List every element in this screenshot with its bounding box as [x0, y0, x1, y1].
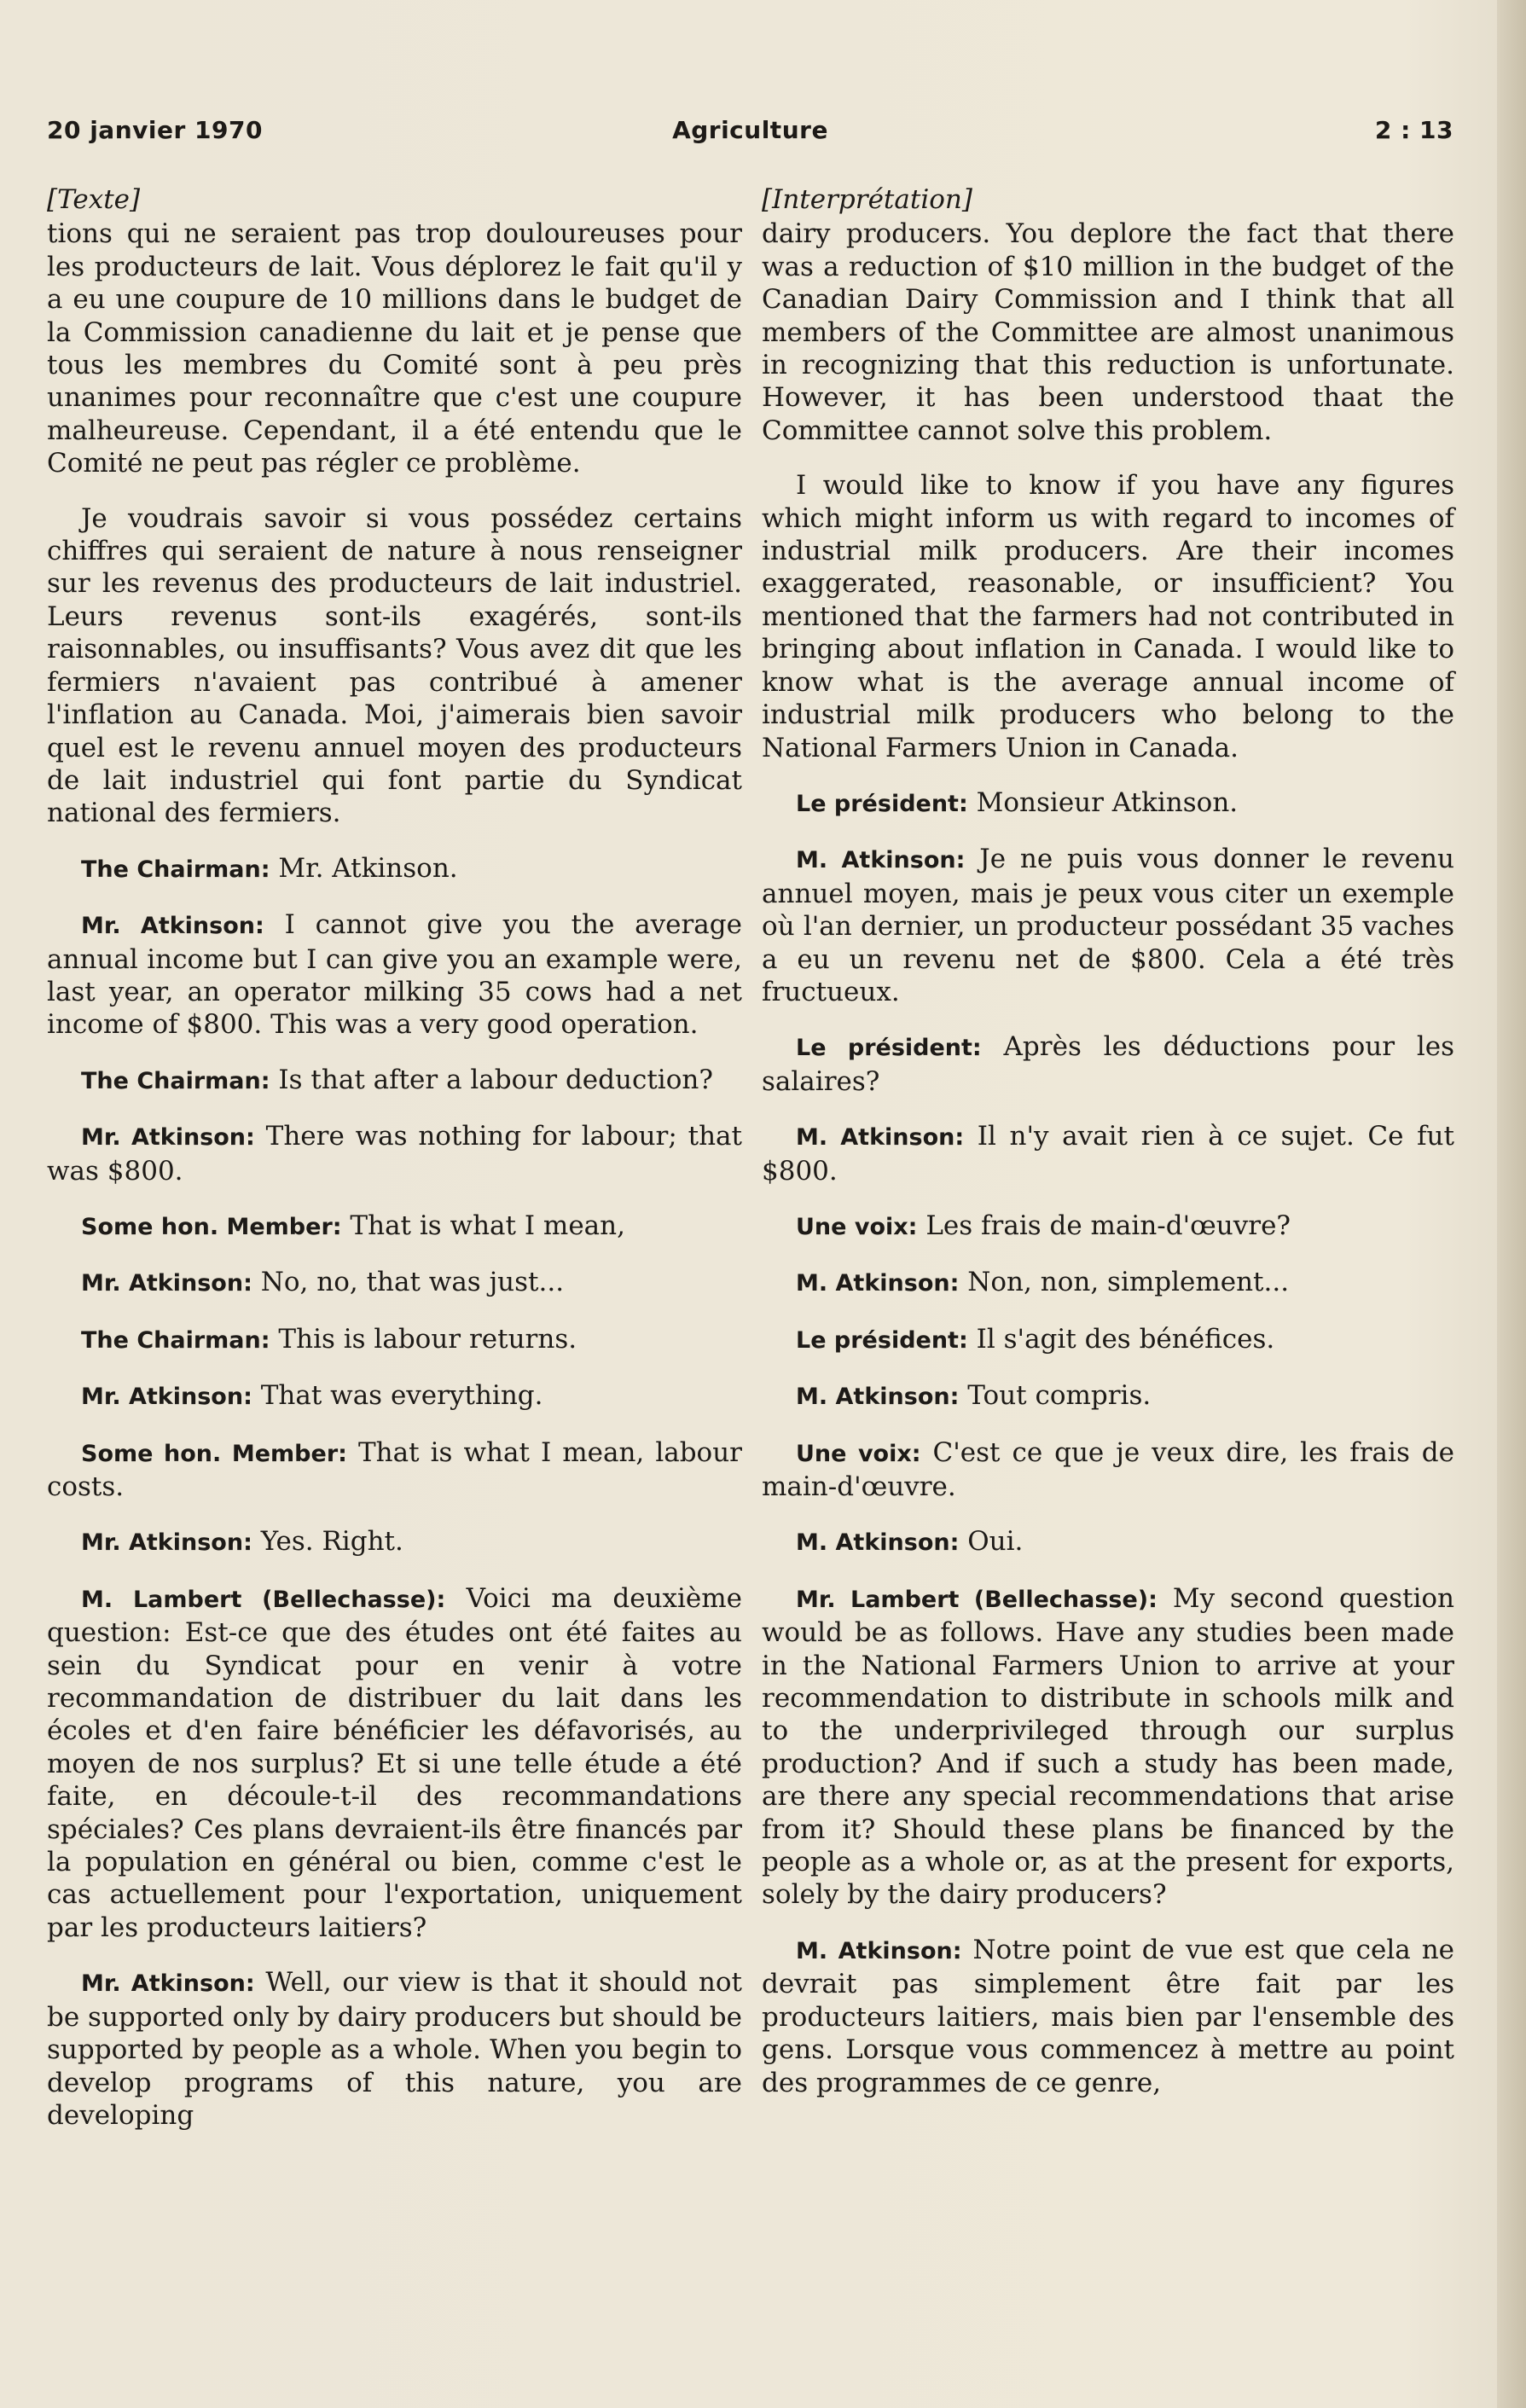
speech-paragraph — [47, 1120, 742, 1187]
speech-paragraph — [47, 908, 742, 1042]
speech-paragraph — [762, 786, 1454, 821]
speech-paragraph — [47, 1525, 742, 1559]
speaker-name: The Chairman: — [81, 1067, 270, 1094]
paragraph-text: Il n'y avait rien à ce sujet. Ce fut $800. — [762, 1121, 1454, 1187]
paragraph-text: Is that after a labour deduction? — [278, 1064, 713, 1095]
paragraph-text: Mr. Atkinson. — [278, 852, 458, 884]
paragraph-text: Je voudrais savoir si vous possédez certains chiffres qui seraient de nature à nous renseigner sur les revenus des producteurs de lait industriel. Leurs revenus sont-ils exagérés, sont-ils raisonnables, ou insuffisants? Vous avez dit que les fermiers n'avaient pas contribué à amener l'inflation au Canada. Moi, j'aimerais bien savoir quel est le revenu annuel moyen des producteurs de lait industriel qui font partie du Syndicat national des fermiers. — [47, 502, 742, 829]
paragraph-text: That is what I mean, — [350, 1210, 625, 1241]
speaker-name: M. Atkinson: — [796, 847, 966, 874]
speaker-name: Une voix: — [796, 1213, 918, 1240]
speaker-name: Le président: — [796, 1326, 968, 1354]
speech-paragraph — [762, 1436, 1454, 1504]
speech-paragraph — [762, 1266, 1454, 1300]
paragraph-text: Non, non, simplement... — [967, 1267, 1290, 1298]
speaker-name: Mr. Atkinson: — [81, 1270, 252, 1297]
speaker-name: Le président: — [796, 790, 968, 817]
speech-paragraph — [762, 1379, 1454, 1413]
speaker-name: M. Atkinson: — [796, 1124, 965, 1152]
paragraph-text: Yes. Right. — [260, 1526, 403, 1558]
speech-paragraph — [47, 1266, 742, 1300]
speech-paragraph — [47, 1436, 742, 1504]
speech-paragraph — [47, 852, 742, 886]
column-french-text — [47, 183, 742, 2154]
speaker-name: M. Atkinson: — [796, 1937, 962, 1964]
speaker-name: M. Atkinson: — [796, 1270, 960, 1297]
paragraph-text: That is what I mean, labour costs. — [47, 1436, 743, 1502]
column-english-interpretation — [762, 183, 1454, 2121]
speech-paragraph — [762, 1030, 1454, 1098]
speaker-name: M. Atkinson: — [796, 1529, 960, 1557]
paragraph-text: No, no, that was just... — [260, 1267, 565, 1298]
speech-paragraph — [762, 1525, 1454, 1559]
speech-paragraph — [762, 1934, 1454, 2099]
paragraph-text: Well, our view is that it should not be supported only by dairy producers but should be supported by people as a whole. When you begin to develop programs of this nature, you are developing — [47, 1967, 742, 2131]
text-paragraph — [47, 502, 742, 830]
speaker-name: Some hon. Member: — [81, 1213, 342, 1240]
column-label: [Interprétation] — [762, 184, 972, 215]
paragraph-text: tions qui ne seraient pas trop douloureuses pour les producteurs de lait. Vous déplorez le fait qu'il y a eu une coupure de 10 millions dans le budget de la Commission canadienne du lait et je pense que tous les membres du Comité sont à peu près unanimes pour reconnaître que c'est une coupure malheureuse. Cependant, il a été entendu que le Comité ne peut pas régler ce problème. — [47, 218, 742, 479]
header-date: 20 janvier 1970 — [47, 116, 263, 144]
speaker-name: The Chairman: — [81, 856, 270, 883]
book-spine-shadow — [1497, 0, 1526, 2408]
column-label: [Texte] — [47, 184, 141, 215]
speech-paragraph — [762, 1210, 1454, 1244]
paragraph-text: There was nothing for labour; that was $800. — [47, 1121, 742, 1187]
speaker-name: M. Lambert (Bellechasse): — [81, 1586, 446, 1613]
paragraph-text: Tout compris. — [967, 1380, 1152, 1412]
speech-paragraph — [47, 1379, 742, 1413]
text-paragraph — [762, 469, 1454, 764]
paragraph-text: Après les déductions pour les salaires? — [762, 1031, 1455, 1097]
speech-paragraph — [47, 1210, 742, 1244]
paragraph-text: This is labour returns. — [278, 1323, 577, 1355]
paragraph-text: Oui. — [967, 1526, 1024, 1558]
speech-paragraph — [47, 1582, 742, 1944]
speaker-name: M. Atkinson: — [796, 1384, 960, 1411]
speaker-name: Mr. Atkinson: — [81, 1529, 252, 1557]
header-title: Agriculture — [672, 116, 828, 144]
text-paragraph — [762, 218, 1454, 447]
speech-paragraph — [47, 1323, 742, 1357]
speaker-name: Mr. Atkinson: — [81, 1970, 255, 1998]
speech-paragraph — [762, 1323, 1454, 1357]
paragraph-text: Je ne puis vous donner le revenu annuel moyen, mais je peux vous citer un exemple où l'an dernier, un producteur possédant 35 vaches a eu un revenu net de $800. Cela a été très fructueux. — [762, 844, 1454, 1007]
speaker-name: Une voix: — [796, 1440, 921, 1467]
paragraph-text: I cannot give you the average annual income but I can give you an example were, last year, an operator milking 35 cows had a net income of $800. This was a very good operation. — [47, 909, 742, 1041]
running-header — [47, 116, 1453, 150]
speaker-name: Some hon. Member: — [81, 1440, 347, 1467]
speaker-name: The Chairman: — [81, 1326, 270, 1354]
speaker-name: Mr. Atkinson: — [81, 1384, 252, 1411]
paragraph-text: My second question would be as follows. Have any studies been made in the National Farmers Union to arrive at your recommendation to distribute in schools milk and to the underprivileged through our surplus production? And if such a study has been made, are there any special recommendations that arise from it? Should these plans be financed by the people as a whole or, as at the present for exports, solely by the dairy producers? — [762, 1582, 1455, 1911]
paragraph-text: Voici ma deuxième question: Est-ce que des études ont été faites au sein du Syndicat pour en venir à votre recommandation de distribuer du lait dans les écoles et d'en faire bénéficier les défavorisés, au moyen de nos surplus? Et si une telle étude a été faite, en découle-t-il des recommandations spéciales? Ces plans devraient-ils être financés par la population en général ou bien, comme c'est le cas actuellement pour l'exportation, uniquement par les producteurs laitiers? — [47, 1582, 743, 1943]
speech-paragraph — [762, 843, 1454, 1008]
speaker-name: Le président: — [796, 1035, 982, 1062]
speaker-name: Mr. Atkinson: — [81, 913, 264, 940]
paragraph-text: dairy producers. You deplore the fact that there was a reduction of $10 million in the budget of the Canadian Dairy Commission and I think that all members of the Committee are almost unanimous in recognizing that this reduction is unfortunate. However, it has been understood thaat the Committee cannot solve this problem. — [762, 218, 1454, 446]
speech-paragraph — [762, 1120, 1454, 1187]
paragraph-text: Il s'agit des bénéfices. — [976, 1323, 1275, 1355]
speech-paragraph — [762, 1582, 1454, 1912]
paragraph-text: Monsieur Atkinson. — [976, 786, 1239, 818]
text-paragraph — [47, 218, 742, 479]
paragraph-text: Notre point de vue est que cela ne devrait pas simplement être fait par les producteurs laitiers, mais bien par l'ensemble des gens. Lorsque vous commencez à mettre au point des programmes de ce genre, — [762, 1934, 1455, 2098]
paragraph-text: Les frais de main-d'œuvre? — [925, 1210, 1291, 1241]
speech-paragraph — [47, 1966, 742, 2132]
paragraph-text: That was everything. — [260, 1380, 543, 1412]
header-page-number: 2 : 13 — [1374, 116, 1453, 144]
paragraph-text: I would like to know if you have any figures which might inform us with regard to incomes of industrial milk producers. Are their incomes exaggerated, reasonable, or insufficient? You mentioned that the farmers had not contributed in bringing about inflation in Canada. I would like to know what is the average annual income of industrial milk producers who belong to the National Farmers Union in Canada. — [762, 470, 1454, 763]
speaker-name: Mr. Atkinson: — [81, 1124, 255, 1152]
paragraph-text: C'est ce que je veux dire, les frais de main-d'œuvre. — [762, 1436, 1454, 1502]
speech-paragraph — [47, 1064, 742, 1098]
speaker-name: Mr. Lambert (Bellechasse): — [796, 1586, 1158, 1613]
